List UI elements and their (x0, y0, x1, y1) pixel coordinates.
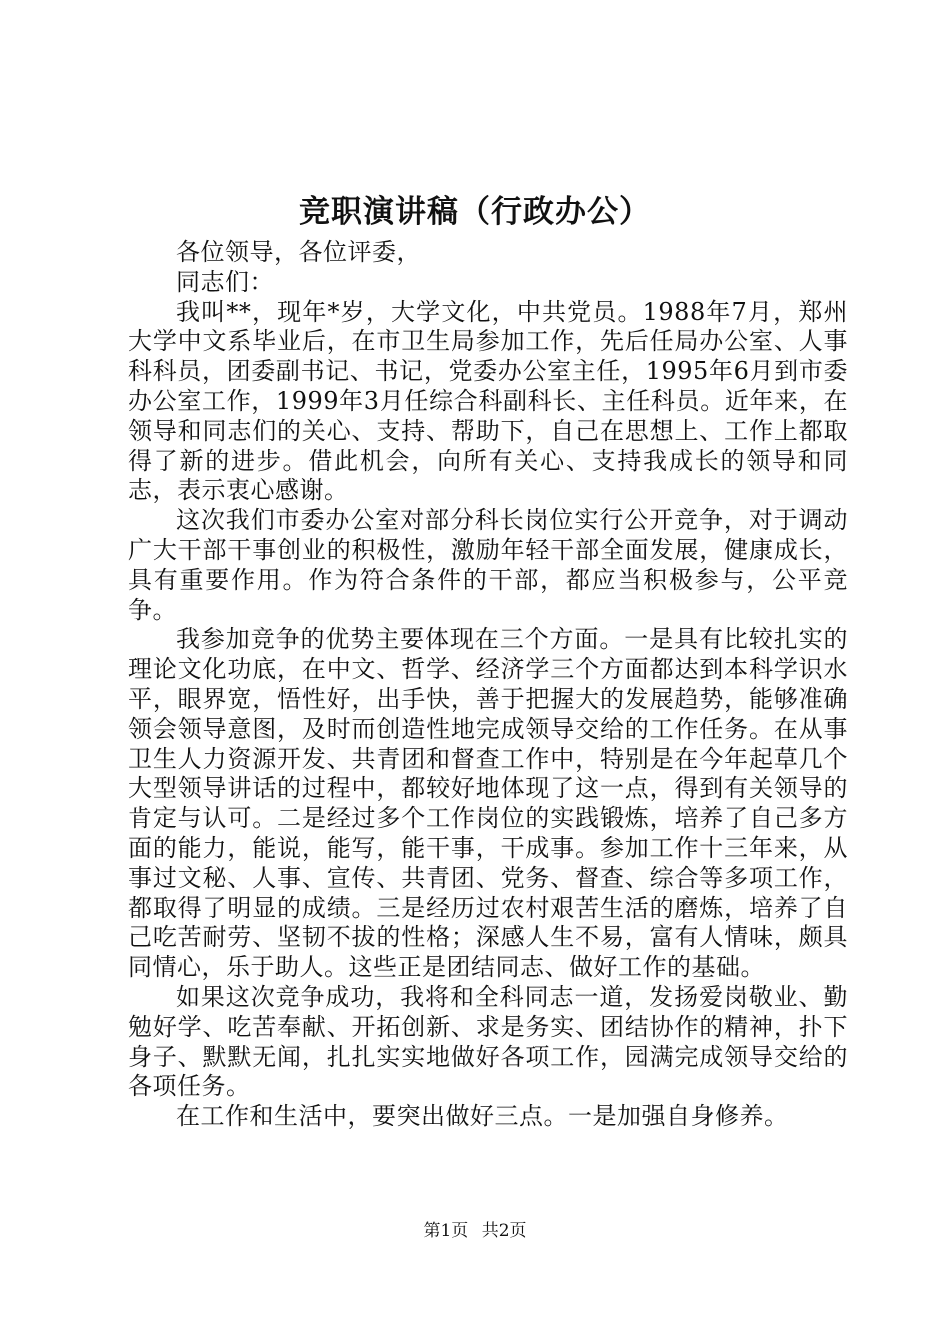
body-paragraph: 在工作和生活中，要突出做好三点。一是加强自身修养。 (176, 1102, 789, 1131)
body-paragraph: 如果这次竞争成功，我将和全科同志一道，发扬爱岗敬业、勤勉好学、吃苦奉献、开拓创新、求是务实、团结协作的精神，扑下身子、默默无闻，扎扎实实地做好各项工作，园满完成领导交给的各项任务。 (128, 982, 848, 1101)
document-title: 竞职演讲稿（行政办公） (299, 194, 651, 230)
body-paragraph: 我参加竞争的优势主要体现在三个方面。一是具有比较扎实的理论文化功底，在中文、哲学、经济学三个方面都达到本科学识水平，眼界宽，悟性好，出手快，善于把握大的发展趋势，能够准确领会领导意图，及时而创造性地完成领导交给的工作任务。在从事卫生人力资源开发、共青团和督查工作中，特别是在今年起草几个大型领导讲话的过程中，都较好地体现了这一点，得到有关领导的肯定与认可。二是经过多个工作岗位的实践锻炼，培养了自己多方面的能力，能说，能写，能干事，干成事。参加工作十三年来，从事过文秘、人事、宣传、共青团、党务、督查、综合等多项工作，都取得了明显的成绩。三是经历过农村艰苦生活的磨炼，培养了自己吃苦耐劳、坚韧不拔的性格；深感人生不易，富有人情味，颇具同情心，乐于助人。这些正是团结同志、做好工作的基础。 (128, 625, 848, 982)
body-paragraph: 这次我们市委办公室对部分科长岗位实行公开竞争，对于调动广大干部干事创业的积极性，激励年轻干部全面发展，健康成长，具有重要作用。作为符合条件的干部，都应当积极参与，公平竞争。 (128, 506, 848, 624)
page-total: 共2页 (481, 1221, 527, 1241)
page-number: 第1页 (423, 1221, 469, 1241)
greeting-line: 各位领导，各位评委， (176, 238, 421, 266)
body-paragraph: 我叫**，现年*岁，大学文化，中共党员。1988年7月，郑州大学中文系毕业后，在市卫生局参加工作，先后任局办公室、人事科科员，团委副书记、书记，党委办公室主任，1995年6月到市委办公室工作，1999年3月任综合科副科长、主任科员。近年来，在领导和同志们的关心、支持、帮助下，自己在思想上、工作上都取得了新的进步。借此机会，向所有关心、支持我成长的领导和同志，表示衷心感谢。 (128, 297, 848, 505)
document-body (128, 238, 848, 1132)
greeting-line: 同志们： (176, 267, 274, 296)
page-footer (0, 1216, 950, 1241)
